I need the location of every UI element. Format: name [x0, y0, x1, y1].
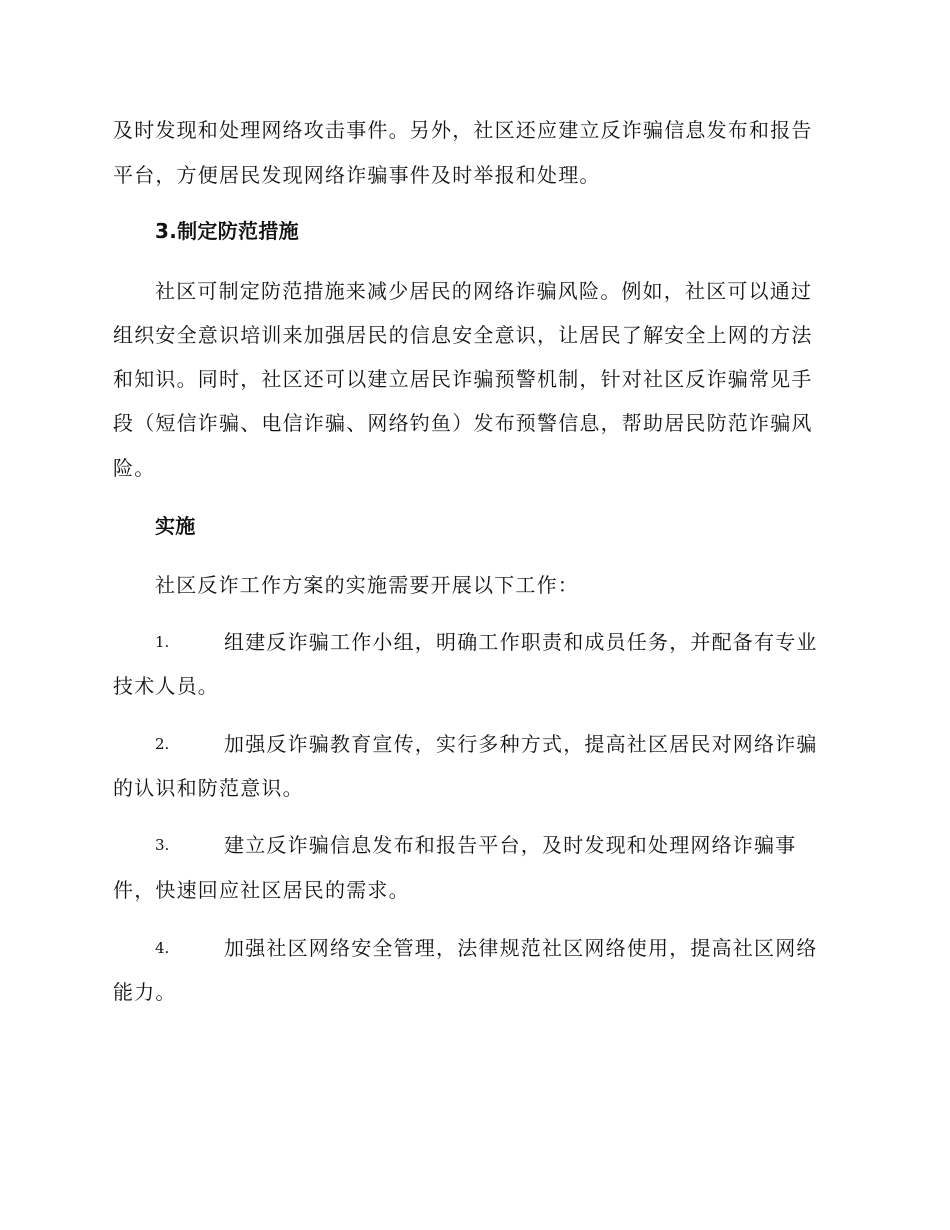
list-item-number: 1.: [155, 633, 170, 651]
section3-line-3: 和知识。同时，社区还可以建立居民诈骗预警机制，针对社区反诈骗常见手: [113, 367, 813, 391]
implementation-intro: 社区反诈工作方案的实施需要开展以下工作：: [155, 573, 579, 597]
list-item-number: 4.: [155, 939, 170, 957]
list-item-2-line-1: 加强反诈骗教育宣传，实行多种方式，提高社区居民对网络诈骗: [224, 732, 818, 756]
intro-line-1: 及时发现和处理网络攻击事件。另外，社区还应建立反诈骗信息发布和报告: [113, 118, 813, 142]
list-item-2-line-2: 的认识和防范意识。: [113, 776, 304, 800]
intro-line-2: 平台，方便居民发现网络诈骗事件及时举报和处理。: [113, 163, 601, 187]
list-item-number: 2.: [155, 735, 170, 753]
section3-line-4: 段（短信诈骗、电信诈骗、网络钓鱼）发布预警信息，帮助居民防范诈骗风: [113, 411, 813, 435]
section-heading-implementation: 实施: [155, 514, 196, 538]
list-item-4-line-2: 能力。: [113, 980, 177, 1004]
section-heading-prevention: 3.制定防范措施: [155, 219, 299, 243]
list-item-1-line-2: 技术人员。: [113, 674, 219, 698]
list-item-4-line-1: 加强社区网络安全管理，法律规范社区网络使用，提高社区网络: [224, 936, 818, 960]
section3-line-5: 险。: [113, 456, 156, 480]
list-item-3-line-1: 建立反诈骗信息发布和报告平台，及时发现和处理网络诈骗事: [224, 833, 797, 857]
section3-line-2: 组织安全意识培训来加强居民的信息安全意识，让居民了解安全上网的方法: [113, 323, 813, 347]
list-item-number: 3.: [155, 836, 170, 854]
section3-line-1: 社区可制定防范措施来减少居民的网络诈骗风险。例如，社区可以通过: [155, 279, 813, 303]
list-item-3-line-2: 件，快速回应社区居民的需求。: [113, 878, 410, 902]
list-item-1-line-1: 组建反诈骗工作小组，明确工作职责和成员任务，并配备有专业: [224, 630, 818, 654]
